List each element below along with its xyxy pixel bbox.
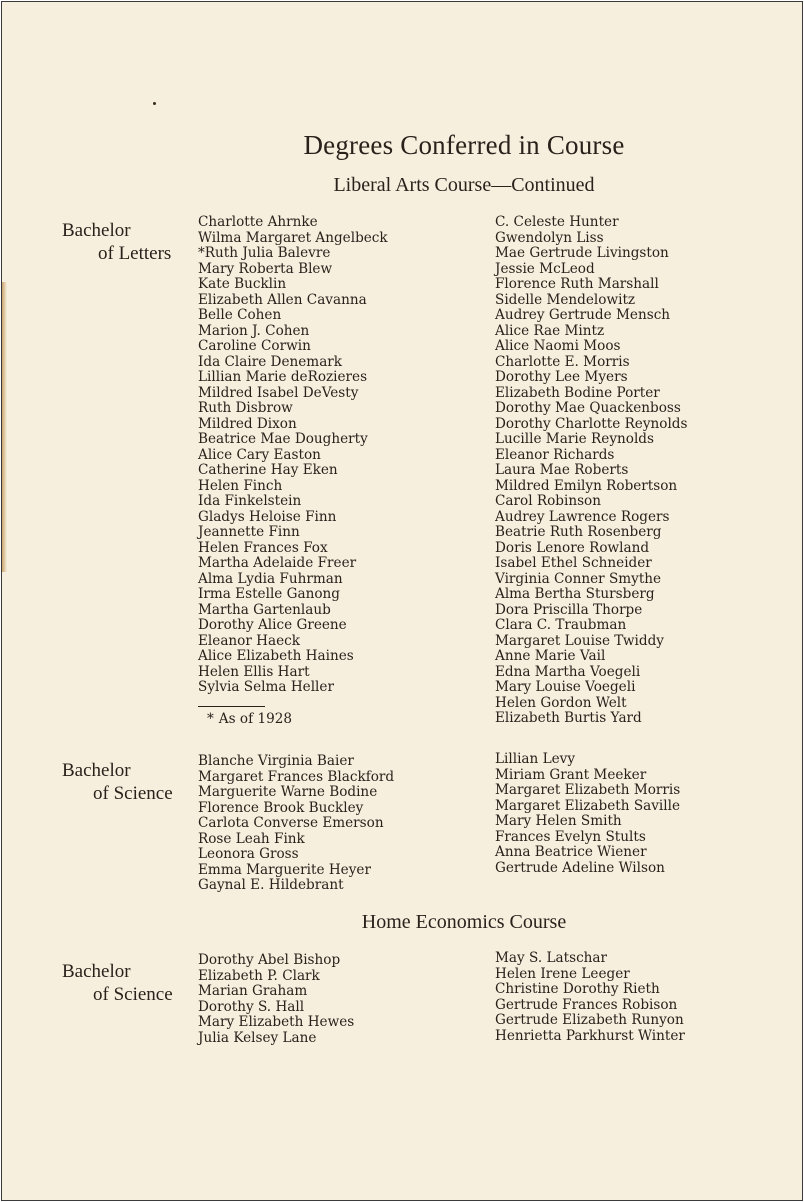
graduate-name: Helen Finch xyxy=(198,477,283,494)
graduate-name: Alma Bertha Stursberg xyxy=(495,586,655,602)
graduate-name: Dora Priscilla Thorpe xyxy=(495,601,643,618)
graduate-name: Alma Lydia Fuhrman xyxy=(198,570,343,587)
graduate-name: Mary Helen Smith xyxy=(495,813,622,829)
degree-line2: of Science xyxy=(93,984,173,1005)
graduate-name: Audrey Lawrence Rogers xyxy=(495,508,670,525)
graduate-name: Jessie McLeod xyxy=(495,260,595,277)
graduate-name: Henrietta Parkhurst Winter xyxy=(495,1027,685,1044)
name-list xyxy=(495,215,688,727)
graduate-name: Elizabeth Allen Cavanna xyxy=(198,291,367,308)
graduate-name: Irma Estelle Ganong xyxy=(198,586,341,602)
graduate-name: Helen Ellis Hart xyxy=(198,663,310,680)
graduate-name: Wilma Margaret Angelbeck xyxy=(198,229,388,246)
name-list xyxy=(495,752,680,876)
graduate-name: Sylvia Selma Heller xyxy=(198,679,334,695)
footnote-mark: * xyxy=(207,711,214,727)
graduate-name: Doris Lenore Rowland xyxy=(495,539,650,556)
graduate-name: Martha Gartenlaub xyxy=(198,601,331,618)
graduate-name: C. Celeste Hunter xyxy=(495,214,619,230)
graduate-name: Dorothy Mae Quackenboss xyxy=(495,400,681,416)
graduate-name: Virginia Conner Smythe xyxy=(495,570,662,587)
graduate-name: Beatrice Mae Dougherty xyxy=(198,431,368,447)
graduate-name: Elizabeth P. Clark xyxy=(198,967,320,984)
footnote-text: As of 1928 xyxy=(218,711,293,727)
degree-line1: Bachelor xyxy=(62,760,131,781)
graduate-name: Alice Cary Easton xyxy=(198,446,321,463)
name-list xyxy=(198,953,354,1046)
graduate-name: Gladys Heloise Finn xyxy=(198,508,337,525)
graduate-name: Marguerite Warne Bodine xyxy=(198,784,378,800)
graduate-name: Ida Finkelstein xyxy=(198,493,302,509)
graduate-name: Gwendolyn Liss xyxy=(495,229,604,246)
graduate-name: Jeannette Finn xyxy=(198,524,300,540)
graduate-name: Elizabeth Bodine Porter xyxy=(495,384,660,401)
ink-speck xyxy=(153,102,156,105)
graduate-name: Gertrude Elizabeth Runyon xyxy=(495,1012,684,1028)
graduate-name: Elizabeth Burtis Yard xyxy=(495,710,642,726)
graduate-name: Carlota Converse Emerson xyxy=(198,815,384,831)
graduate-name: Catherine Hay Eken xyxy=(198,462,338,478)
graduate-name: Alice Rae Mintz xyxy=(495,322,605,339)
name-list xyxy=(198,215,388,696)
graduate-name: Ida Claire Denemark xyxy=(198,353,343,370)
graduate-name: Helen Gordon Welt xyxy=(495,694,627,711)
graduate-name: May S. Latschar xyxy=(495,950,608,966)
degree-label-letters xyxy=(62,219,171,265)
graduate-name: Rose Leah Fink xyxy=(198,830,305,847)
graduate-name: Dorothy Charlotte Reynolds xyxy=(495,415,688,432)
graduate-name: Lucille Marie Reynolds xyxy=(495,431,654,447)
document-page xyxy=(1,1,803,1201)
graduate-name: Helen Frances Fox xyxy=(198,539,328,556)
graduate-name: Eleanor Richards xyxy=(495,446,615,463)
graduate-name: Frances Evelyn Stults xyxy=(495,828,646,845)
graduate-name: Blanche Virginia Baier xyxy=(198,753,354,769)
graduate-name: Gaynal E. Hildebrant xyxy=(198,877,344,893)
graduate-name: Emma Marguerite Heyer xyxy=(198,861,371,878)
graduate-name: Mildred Isabel DeVesty xyxy=(198,384,359,401)
graduate-name: Lillian Marie deRozieres xyxy=(198,369,368,385)
graduate-name: Mary Louise Voegeli xyxy=(495,679,636,695)
graduate-name: Marian Graham xyxy=(198,983,308,999)
graduate-name: Isabel Ethel Schneider xyxy=(495,555,652,571)
graduate-name: Alice Naomi Moos xyxy=(495,338,621,354)
graduate-name: Anne Marie Vail xyxy=(495,648,606,664)
degree-line2: of Science xyxy=(93,783,173,804)
graduate-name: Margaret Elizabeth Saville xyxy=(495,797,681,814)
graduate-name: Mildred Dixon xyxy=(198,415,297,432)
footnote xyxy=(207,711,292,727)
graduate-name: Dorothy Lee Myers xyxy=(495,369,628,385)
graduate-name: Laura Mae Roberts xyxy=(495,462,629,478)
graduate-name: Miriam Grant Meeker xyxy=(495,766,647,783)
graduate-name: Sidelle Mendelowitz xyxy=(495,291,636,308)
graduate-name: Florence Brook Buckley xyxy=(198,799,364,816)
graduate-name: Mae Gertrude Livingston xyxy=(495,245,669,261)
graduate-name: Leonora Gross xyxy=(198,846,299,862)
page-title: Degrees Conferred in Course xyxy=(303,130,625,160)
graduate-name: Margaret Frances Blackford xyxy=(198,768,395,785)
graduate-name: Florence Ruth Marshall xyxy=(495,276,659,292)
degree-line1: Bachelor xyxy=(62,961,131,982)
graduate-name: Dorothy Abel Bishop xyxy=(198,952,341,968)
footnote-rule xyxy=(198,706,265,707)
graduate-name: Edna Martha Voegeli xyxy=(495,663,641,680)
graduate-name: Anna Beatrice Wiener xyxy=(495,844,647,860)
graduate-name: *Ruth Julia Balevre xyxy=(198,245,331,261)
graduate-name: Alice Elizabeth Haines xyxy=(198,648,354,664)
binding-shadow xyxy=(2,282,7,572)
graduate-name: Julia Kelsey Lane xyxy=(198,1029,317,1046)
graduate-name: Helen Irene Leeger xyxy=(495,965,630,982)
degree-line1: Bachelor xyxy=(62,220,131,241)
graduate-name: Gertrude Frances Robison xyxy=(495,996,678,1013)
graduate-name: Mary Elizabeth Hewes xyxy=(198,1014,355,1030)
graduate-name: Margaret Elizabeth Morris xyxy=(495,782,681,798)
graduate-name: Kate Bucklin xyxy=(198,276,287,292)
graduate-name: Martha Adelaide Freer xyxy=(198,555,357,571)
graduate-name: Ruth Disbrow xyxy=(198,400,293,416)
graduate-name: Clara C. Traubman xyxy=(495,617,627,633)
graduate-name: Dorothy Alice Greene xyxy=(198,617,347,633)
graduate-name: Dorothy S. Hall xyxy=(198,998,305,1015)
home-economics-heading: Home Economics Course xyxy=(361,911,567,933)
graduate-name: Beatrie Ruth Rosenberg xyxy=(495,524,662,540)
name-list xyxy=(198,754,394,894)
liberal-arts-heading: Liberal Arts Course—Continued xyxy=(333,174,595,196)
name-list xyxy=(495,951,685,1044)
degree-label-science xyxy=(62,759,173,805)
graduate-name: Belle Cohen xyxy=(198,307,282,323)
graduate-name: Carol Robinson xyxy=(495,493,601,509)
graduate-name: Eleanor Haeck xyxy=(198,632,301,649)
graduate-name: Marion J. Cohen xyxy=(198,322,310,339)
graduate-name: Lillian Levy xyxy=(495,751,576,767)
graduate-name: Christine Dorothy Rieth xyxy=(495,981,660,997)
graduate-name: Mary Roberta Blew xyxy=(198,260,333,277)
graduate-name: Audrey Gertrude Mensch xyxy=(495,307,671,323)
graduate-name: Charlotte E. Morris xyxy=(495,353,630,370)
degree-label-science-home-ec xyxy=(62,960,173,1006)
graduate-name: Charlotte Ahrnke xyxy=(198,214,318,230)
graduate-name: Caroline Corwin xyxy=(198,338,311,354)
graduate-name: Mildred Emilyn Robertson xyxy=(495,477,678,494)
graduate-name: Gertrude Adeline Wilson xyxy=(495,859,665,876)
degree-line2: of Letters xyxy=(98,243,172,264)
graduate-name: Margaret Louise Twiddy xyxy=(495,632,664,649)
